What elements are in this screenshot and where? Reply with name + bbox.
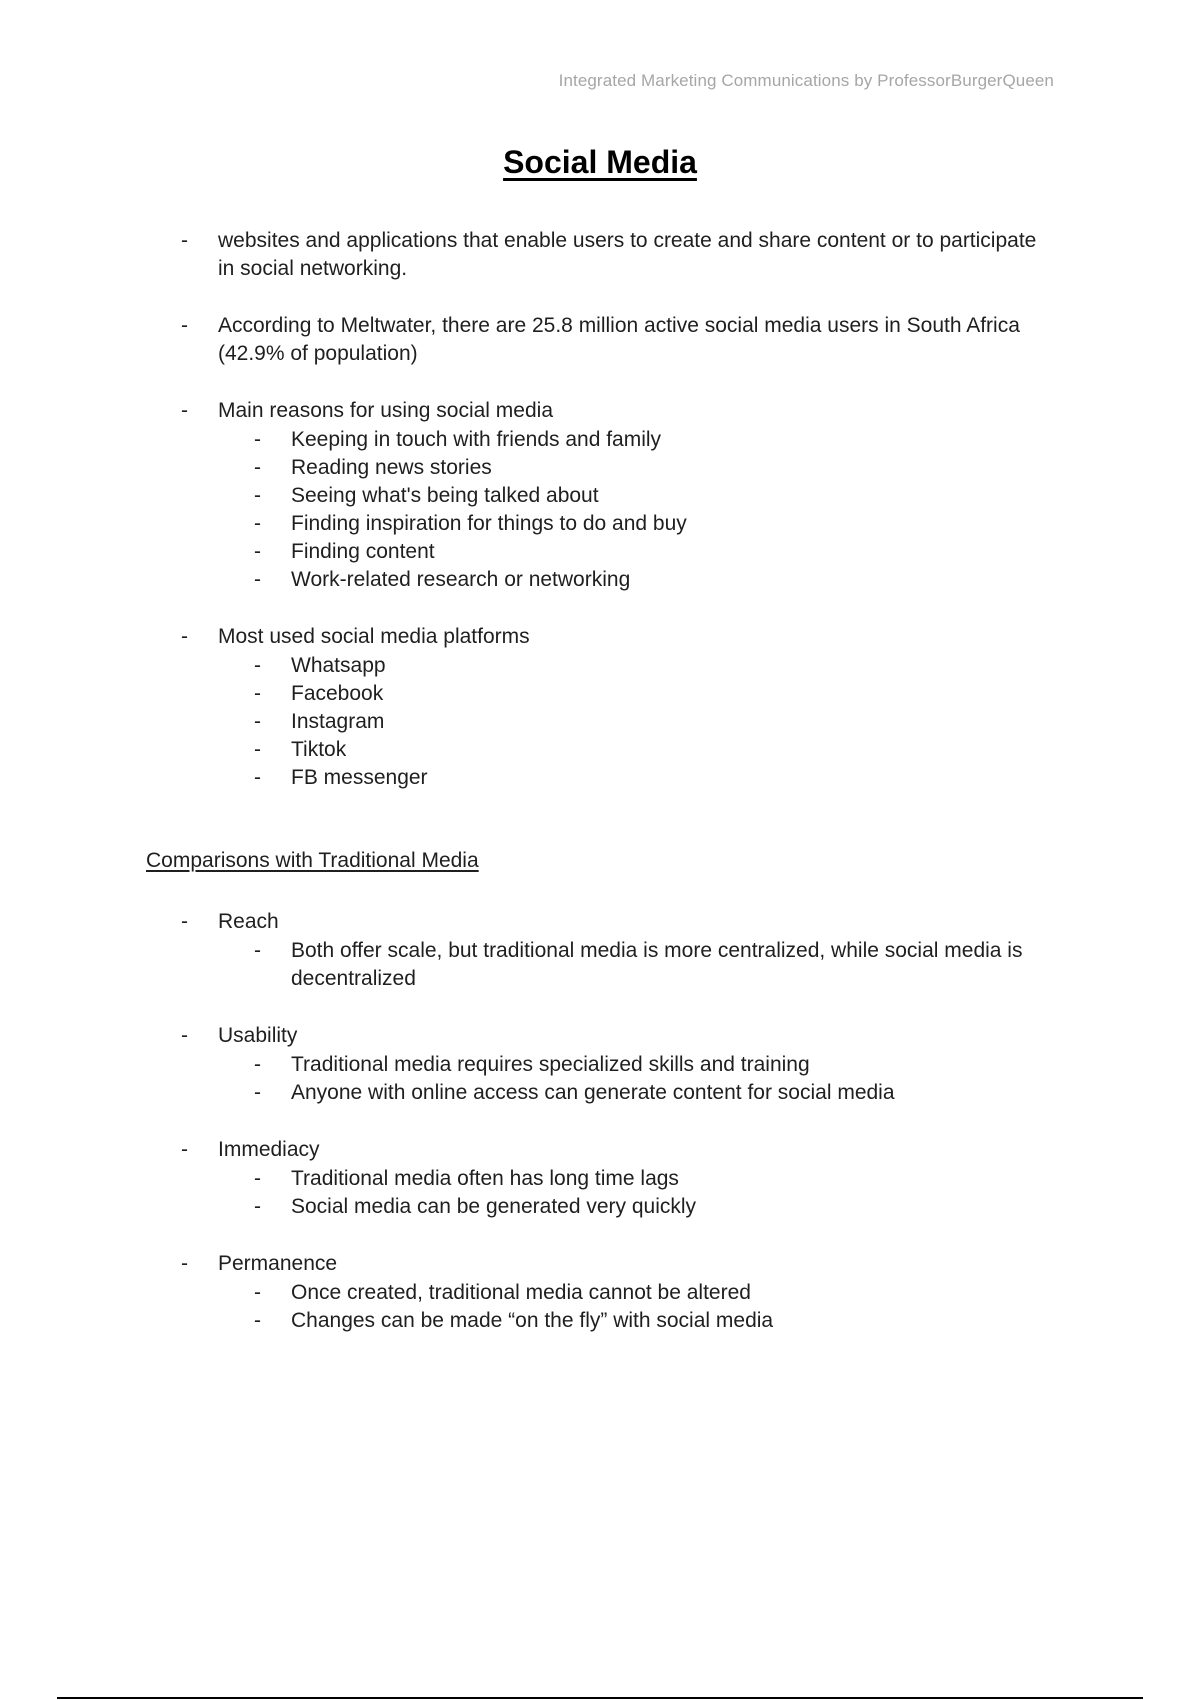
sub-list-item: - Finding content: [291, 538, 1050, 566]
sub-list-item: - Work-related research or networking: [291, 566, 1050, 594]
sub-list-item: - Once created, traditional media cannot be altered: [291, 1279, 1050, 1307]
sub-list-item: - Traditional media often has long time lags: [291, 1165, 1050, 1193]
sub-list-item: - FB messenger: [291, 764, 1050, 792]
list-item: [0, 1250, 1200, 1335]
footer-rule: [57, 1697, 1143, 1699]
list-item-text: Usability: [218, 1024, 298, 1047]
intro-list: [0, 227, 1200, 792]
list-item-text: Permanence: [218, 1252, 338, 1275]
sub-list-item: - Instagram: [291, 708, 1050, 736]
sub-list-item: - Seeing what's being talked about: [291, 482, 1050, 510]
list-item-text: Reach: [218, 910, 279, 933]
sub-list-item: - Tiktok: [291, 736, 1050, 764]
list-item: [0, 908, 1200, 993]
list-item-text: Main reasons for using social media: [218, 399, 553, 422]
document-header: Integrated Marketing Communications by ProfessorBurgerQueen: [558, 71, 1054, 90]
list-item: [0, 227, 1200, 283]
sub-list-item: - Whatsapp: [291, 652, 1050, 680]
sub-list-item: - Traditional media requires specialized skills and training: [291, 1051, 1050, 1079]
sub-list-item: - Anyone with online access can generate content for social media: [291, 1079, 1050, 1107]
list-item-text: Most used social media platforms: [218, 625, 530, 648]
sub-list: [218, 426, 1050, 594]
list-item-text: websites and applications that enable users to create and share content or to participate in social networking.: [218, 229, 1037, 280]
sub-list-item: - Keeping in touch with friends and family: [291, 426, 1050, 454]
comparison-list: [0, 908, 1200, 1335]
sub-list-item: - Reading news stories: [291, 454, 1050, 482]
list-item: [0, 397, 1200, 594]
sub-list: [218, 652, 1050, 792]
sub-list-item: - Facebook: [291, 680, 1050, 708]
list-item: [0, 1022, 1200, 1107]
list-item-text: According to Meltwater, there are 25.8 million active social media users in South Africa (42.9% of population): [218, 314, 1020, 365]
sub-list: [218, 1165, 1050, 1221]
sub-list: [218, 1279, 1050, 1335]
list-item: [0, 623, 1200, 792]
sub-list-item: - Both offer scale, but traditional media is more centralized, while social media is decentralized: [291, 937, 1050, 993]
list-item: [0, 1136, 1200, 1221]
document-body: [0, 227, 1200, 1364]
sub-list-item: - Changes can be made “on the fly” with social media: [291, 1307, 1050, 1335]
sub-list-item: - Social media can be generated very quickly: [291, 1193, 1050, 1221]
sub-list: [218, 937, 1050, 993]
list-item: [0, 312, 1200, 368]
page-title: Social Media: [503, 144, 697, 180]
sub-list: [218, 1051, 1050, 1107]
section-heading: Comparisons with Traditional Media: [146, 849, 479, 872]
list-item-text: Immediacy: [218, 1138, 320, 1161]
sub-list-item: - Finding inspiration for things to do and buy: [291, 510, 1050, 538]
